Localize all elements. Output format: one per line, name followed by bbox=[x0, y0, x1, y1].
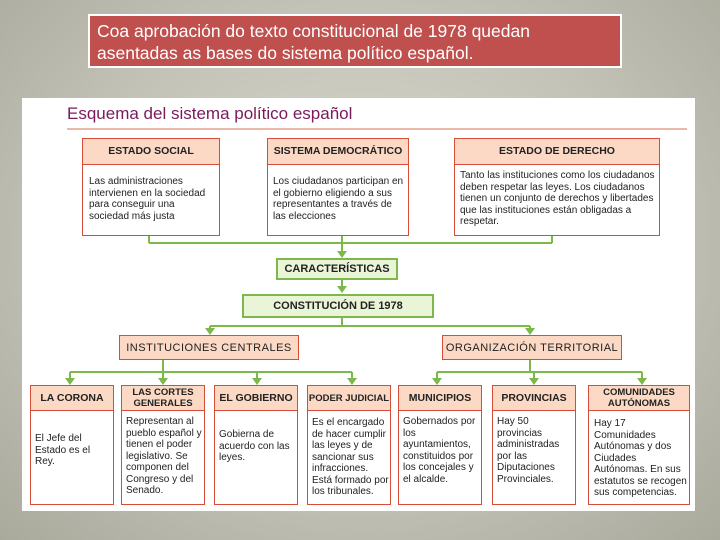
instituciones-centrales-box: INSTITUCIONES CENTRALES bbox=[119, 335, 299, 360]
municipios-text: Gobernados por los ayuntamientos, constituidos por los concejales y el alcalde. bbox=[403, 416, 476, 485]
provincias-header: PROVINCIAS bbox=[492, 385, 576, 411]
gobierno-header: EL GOBIERNO bbox=[214, 385, 298, 411]
estado-derecho-header: ESTADO DE DERECHO bbox=[454, 138, 660, 165]
estado-social-text: Las administraciones intervienen en la sociedad para conseguir una sociedad más justa bbox=[89, 176, 206, 222]
constitucion-box: CONSTITUCIÓN DE 1978 bbox=[242, 294, 434, 318]
sistema-democratico-header: SISTEMA DEMOCRÁTICO bbox=[267, 138, 409, 165]
gobierno-text: Gobierna de acuerdo con las leyes. bbox=[219, 429, 290, 463]
corona-header: LA CORONA bbox=[30, 385, 114, 411]
diagram-title: Esquema del sistema político español bbox=[67, 104, 353, 123]
diagram-panel bbox=[22, 98, 695, 511]
caracteristicas-box: CARACTERÍSTICAS bbox=[276, 258, 398, 280]
organizacion-territorial-box: ORGANIZACIÓN TERRITORIAL bbox=[442, 335, 622, 360]
cortes-header: LAS CORTES GENERALES bbox=[121, 385, 205, 411]
cortes-text: Representan al pueblo español y tienen el poder legislativo. Se componen del Congreso y del Senado. bbox=[126, 416, 202, 496]
municipios-header: MUNICIPIOS bbox=[398, 385, 482, 411]
sistema-democratico-text: Los ciudadanos participan en el gobierno eligiendo a sus representantes a través de las elecciones bbox=[273, 176, 404, 222]
poder-judicial-text: Es el encargado de hacer cumplir las leyes y de sancionar sus infracciones. Está formado por los tribunales. bbox=[312, 417, 389, 497]
estado-social-header: ESTADO SOCIAL bbox=[82, 138, 220, 165]
poder-judicial-header: PODER JUDICIAL bbox=[307, 385, 391, 411]
comunidades-text: Hay 17 Comunidades Autónomas y dos Ciudades Autónomas. En sus estatutos se recogen sus competencias. bbox=[594, 418, 687, 498]
comunidades-header: COMUNIDADES AUTÓNOMAS bbox=[588, 385, 690, 411]
estado-derecho-text: Tanto las instituciones como los ciudadanos deben respetar las leyes. Los ciudadanos tienen un conjunto de derechos y libertades que las instituciones están obligadas a respetar. bbox=[460, 170, 655, 227]
slide-caption: Coa aprobación do texto constitucional de 1978 quedan asentadas as bases do sistema político español. bbox=[88, 14, 622, 68]
provincias-text: Hay 50 provincias administradas por las Diputaciones Provinciales. bbox=[497, 416, 560, 485]
corona-text: El Jefe del Estado es el Rey. bbox=[35, 433, 91, 467]
